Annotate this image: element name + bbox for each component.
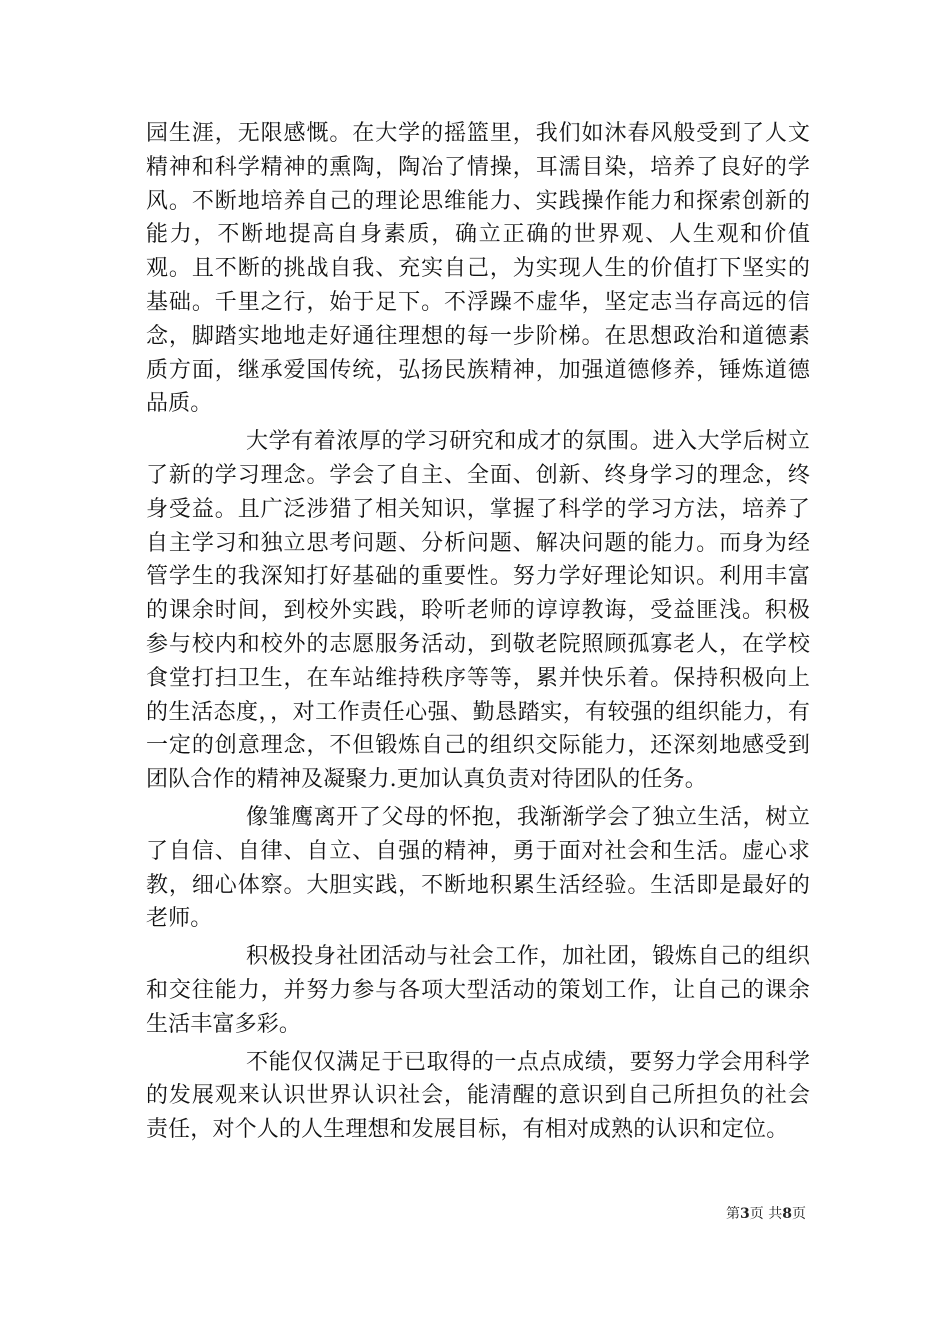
document-body: [146, 117, 810, 1147]
paragraph-5: 不能仅仅满足于已取得的一点点成绩，要努力学会用科学的发展观来认识世界认识社会，能清醒的意识到自己所担负的社会责任，对个人的人生理想和发展目标，有相对成熟的认识和定位。: [146, 1049, 810, 1143]
footer-total-pages: 8: [782, 1206, 792, 1222]
footer-suffix: 页: [792, 1206, 806, 1222]
page-footer: [726, 1203, 806, 1223]
footer-current-page: 3: [740, 1206, 750, 1222]
footer-middle: 页 共: [749, 1206, 783, 1222]
paragraph-4: 积极投身社团活动与社会工作，加社团，锻炼自己的组织和交往能力，并努力参与各项大型活动的策划工作，让自己的课余生活丰富多彩。: [146, 944, 810, 1037]
paragraph-2: 大学有着浓厚的学习研究和成才的氛围。进入大学后树立了新的学习理念。学会了自主、全面、创新、终身学习的理念，终身受益。且广泛涉猎了相关知识，掌握了科学的学习方法，培养了自主学习和独立思考问题、分析问题、解决问题的能力。而身为经管学生的我深知打好基础的重要性。努力学好理论知识。利用丰富的课余时间，到校外实践，聆听老师的谆谆教诲，受益匪浅。积极参与校内和校外的志愿服务活动，到敬老院照顾孤寡老人，在学校食堂打扫卫生，在车站维持秩序等等，累并快乐着。保持积极向上的生活态度，，对工作责任心强、勤恳踏实，有较强的组织能力，有一定的创意理念，不但锻炼自己的组织交际能力，还深刻地感受到团队合作的精神及凝聚力.更加认真负责对待团队的任务。: [146, 429, 810, 793]
footer-prefix: 第: [726, 1206, 741, 1222]
paragraph-3: 像雏鹰离开了父母的怀抱，我渐渐学会了独立生活，树立了自信、自律、自立、自强的精神，勇于面对社会和生活。虚心求教，细心体察。大胆实践，不断地积累生活经验。生活即是最好的老师。: [146, 804, 810, 932]
paragraph-1: 园生涯，无限感慨。在大学的摇篮里，我们如沐春风般受到了人文精神和科学精神的熏陶，陶冶了情操，耳濡目染，培养了良好的学风。不断地培养自己的理论思维能力、实践操作能力和探索创新的能力，不断地提高自身素质，确立正确的世界观、人生观和价值观。且不断的挑战自我、充实自己，为实现人生的价值打下坚实的基础。千里之行，始于足下。不浮躁不虚华，坚定志当存高远的信念，脚踏实地地走好通往理想的每一步阶梯。在思想政治和道德素质方面，继承爱国传统，弘扬民族精神，加强道德修养，锤炼道德品质。: [146, 121, 810, 417]
